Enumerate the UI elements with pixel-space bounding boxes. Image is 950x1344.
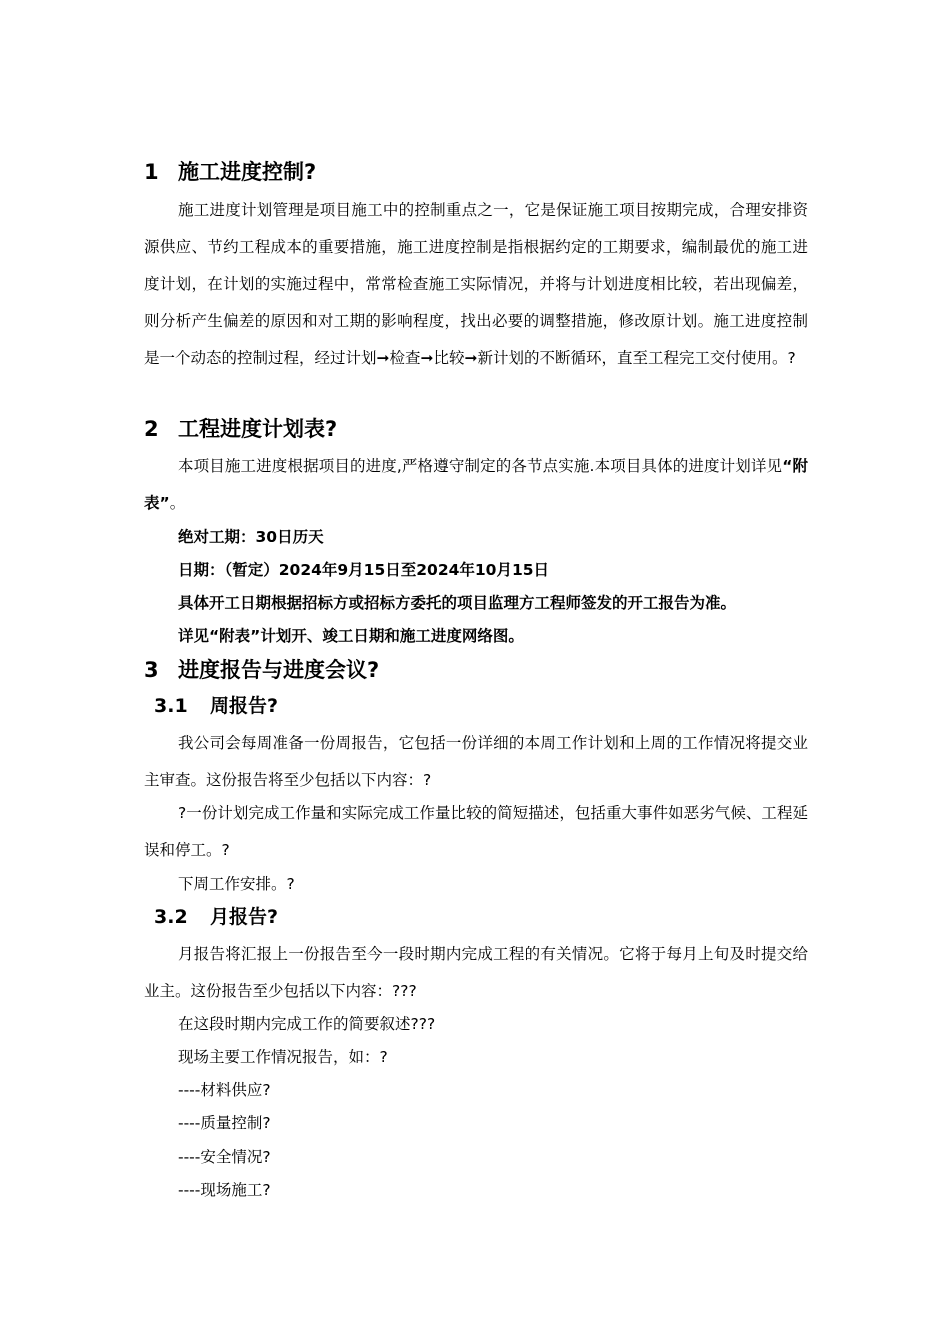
paragraph-text: 本项目施工进度根据项目的进度,严格遵守制定的各节点实施.本项目具体的进度计划详见: [178, 457, 783, 475]
monthly-report-line: ----质量控制?: [178, 1114, 271, 1132]
section-number: 3: [144, 658, 159, 682]
section-title: 工程进度计划表?: [178, 417, 338, 441]
section-title: 进度报告与进度会议?: [178, 658, 380, 682]
subsection-title: 月报告?: [210, 906, 279, 928]
date-line: 日期：（暂定）2024年9月15日至2024年10月15日: [178, 561, 550, 579]
monthly-report-line: ----现场施工?: [178, 1181, 271, 1199]
subsection-3-1-heading: [154, 692, 818, 720]
section-title: 施工进度控制?: [178, 160, 317, 184]
section-3-heading: [144, 655, 808, 685]
weekly-report-paragraph: 我公司会每周准备一份周报告，它包括一份详细的本周工作计划和上周的工作情况将提交业主审查。这份报告将至少包括以下内容：?: [144, 734, 808, 789]
appendix-note: 详见“附表”计划开、竣工日期和施工进度网络图。: [178, 627, 524, 645]
section-1-heading: [144, 157, 808, 187]
monthly-report-line: 在这段时期内完成工作的简要叙述???: [178, 1015, 436, 1033]
section-number: 2: [144, 417, 159, 441]
monthly-report-line: 现场主要工作情况报告，如：?: [178, 1048, 388, 1066]
paragraph-end: 。: [169, 494, 186, 512]
monthly-report-paragraph: 月报告将汇报上一份报告至今一段时期内完成工程的有关情况。它将于每月上旬及时提交给业主。这份报告至少包括以下内容：???: [144, 945, 808, 1000]
monthly-report-line: ----安全情况?: [178, 1148, 271, 1166]
appendix-reference: “附表”: [144, 457, 809, 512]
subsection-3-2-heading: [154, 903, 818, 931]
subsection-title: 周报告?: [210, 695, 279, 717]
weekly-report-next-week: 下周工作安排。?: [178, 875, 295, 893]
section-2-paragraph: [144, 448, 808, 522]
subsection-number: 3.1: [154, 695, 188, 717]
weekly-report-item: ?一份计划完成工作量和实际完成工作量比较的简短描述，包括重大事件如恶劣气候、工程延误和停工。?: [144, 804, 808, 859]
section-2-heading: [144, 414, 808, 444]
monthly-report-line: ----材料供应?: [178, 1081, 271, 1099]
duration-line: 绝对工期：30日历天: [178, 528, 324, 546]
subsection-number: 3.2: [154, 906, 188, 928]
start-date-note: 具体开工日期根据招标方或招标方委托的项目监理方工程师签发的开工报告为准。: [178, 594, 737, 612]
section-number: 1: [144, 160, 159, 184]
section-1-paragraph: 施工进度计划管理是项目施工中的控制重点之一，它是保证施工项目按期完成，合理安排资源供应、节约工程成本的重要措施，施工进度控制是指根据约定的工期要求，编制最优的施工进度计划，在计划的实施过程中，常常检查施工实际情况，并将与计划进度相比较，若出现偏差，则分析产生偏差的原因和对工期的影响程度，找出必要的调整措施，修改原计划。施工进度控制是一个动态的控制过程，经过计划➞检查➞比较➞新计划的不断循环，直至工程完工交付使用。?: [144, 201, 808, 367]
